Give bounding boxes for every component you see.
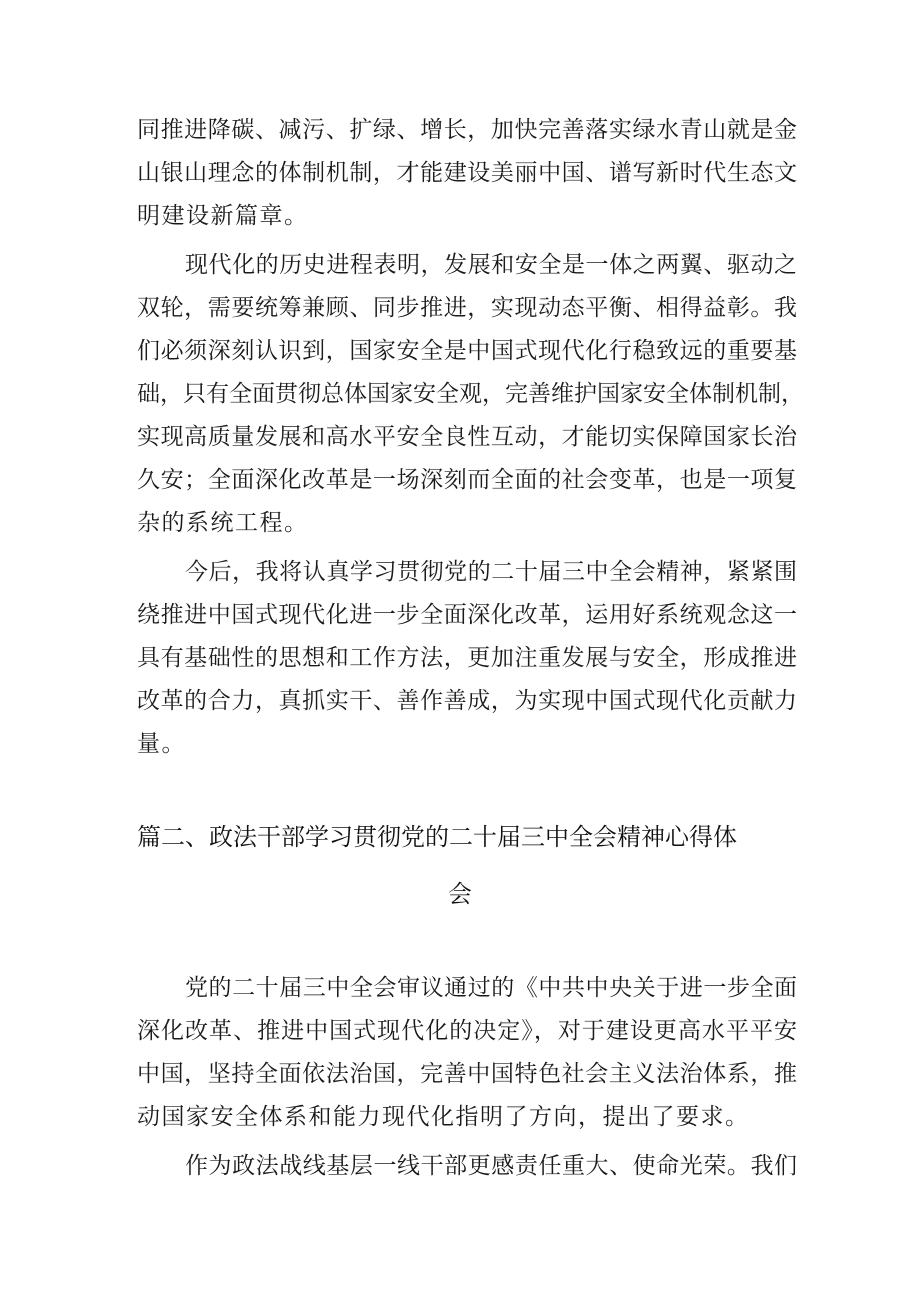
paragraph-3-line-2: 绕推进中国式现代化进一步全面深化改革，运用好系统观念这一 [137,602,797,628]
paragraph-4-line-1: 党的二十届三中全会审议通过的《中共中央关于进一步全面 [185,975,797,1001]
paragraph-2-line-2: 双轮，需要统筹兼顾、同步推进，实现动态平衡、相得益彰。我 [137,295,797,321]
paragraph-2-line-7: 杂的系统工程。 [137,510,309,536]
paragraph-1-line-2: 山银山理念的体制机制，才能建设美丽中国、谱写新时代生态文 [137,160,797,186]
paragraph-3-line-4: 改革的合力，真抓实干、善作善成，为实现中国式现代化贡献力 [137,688,797,714]
paragraph-4-line-3: 中国，坚持全面依法治国，完善中国特色社会主义法治体系，推 [137,1061,797,1087]
paragraph-5-line-1: 作为政法战线基层一线干部更感责任重大、使命光荣。我们 [185,1153,797,1179]
paragraph-1-line-3: 明建设新篇章。 [137,203,309,229]
paragraph-4-line-4: 动国家安全体系和能力现代化指明了方向，提出了要求。 [137,1104,750,1130]
section-heading-line-1: 篇二、政法干部学习贯彻党的二十届三中全会精神心得体 [137,823,737,851]
paragraph-3-line-1: 今后，我将认真学习贯彻党的二十届三中全会精神，紧紧围 [185,559,797,585]
paragraph-2-line-5: 实现高质量发展和高水平安全良性互动，才能切实保障国家长治 [137,424,797,450]
paragraph-2-line-6: 久安；全面深化改革是一场深刻而全面的社会变革，也是一项复 [137,467,797,493]
section-heading-line-2: 会 [448,880,472,908]
paragraph-2-line-4: 础，只有全面贯彻总体国家安全观，完善维护国家安全体制机制， [137,381,804,407]
paragraph-2-line-1: 现代化的历史进程表明，发展和安全是一体之两翼、驱动之 [185,252,797,278]
paragraph-1-line-1: 同推进降碳、减污、扩绿、增长，加快完善落实绿水青山就是金 [137,117,797,143]
paragraph-4-line-2: 深化改革、推进中国式现代化的决定》，对于建设更高水平平安 [137,1018,797,1044]
paragraph-2-line-3: 们必须深刻认识到，国家安全是中国式现代化行稳致远的重要基 [137,338,797,364]
paragraph-3-line-5: 量。 [137,731,186,757]
paragraph-3-line-3: 具有基础性的思想和工作方法，更加注重发展与安全，形成推进 [137,645,797,671]
